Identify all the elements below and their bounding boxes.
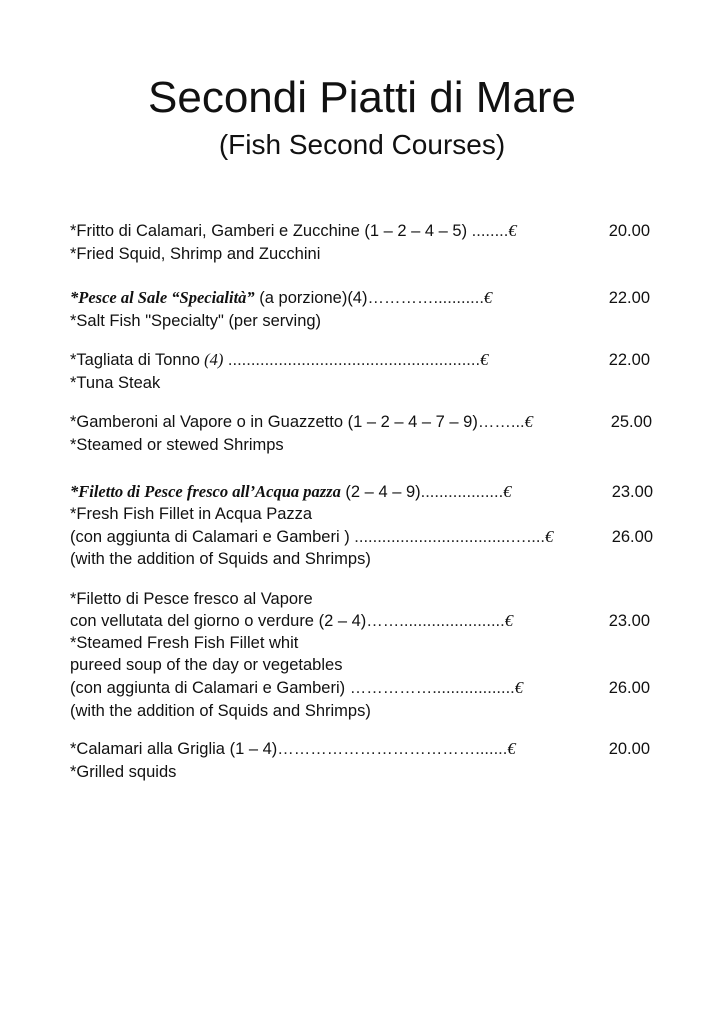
currency-symbol: € — [507, 739, 516, 758]
currency-symbol: € — [504, 611, 513, 630]
leader-dots: ..................................….... — [349, 528, 546, 546]
item-translation-cont: pureed soup of the day or vegetables — [70, 656, 343, 674]
currency-symbol: € — [514, 678, 523, 697]
menu-item-calamari-griglia — [70, 738, 516, 760]
currency-symbol: € — [503, 482, 512, 501]
leader-dots: .................. — [420, 483, 504, 501]
item-price: 22.00 — [608, 289, 650, 307]
menu-item-gamberoni — [70, 411, 533, 433]
currency-symbol: € — [480, 350, 489, 369]
menu-item-fritto — [70, 220, 517, 242]
leader-dots: ………………………………....... — [277, 740, 508, 758]
item-translation: *Fried Squid, Shrimp and Zucchini — [70, 245, 321, 263]
item-price: 23.00 — [611, 483, 653, 501]
addition-translation: (with the addition of Squids and Shrimps) — [70, 702, 371, 720]
currency-symbol: € — [545, 527, 554, 546]
item-allergens: (2 – 4 – 9) — [340, 483, 421, 501]
addition-translation: (with the addition of Squids and Shrimps) — [70, 550, 371, 568]
menu-item-filetto-vapore: *Filetto di Pesce fresco al Vapore — [70, 590, 313, 608]
leader-dots: ……....................... — [366, 612, 505, 630]
item-addition — [70, 677, 523, 699]
currency-symbol: € — [508, 221, 517, 240]
addition-price: 26.00 — [608, 679, 650, 697]
item-allergens: (1 – 4) — [224, 740, 278, 758]
addition-label: (con aggiunta di Calamari e Gamberi) — [70, 679, 346, 697]
leader-dots: ........ — [467, 222, 509, 240]
item-price: 20.00 — [608, 222, 650, 240]
item-allergens: (4) — [199, 350, 224, 369]
item-name-cont: con vellutata del giorno o verdure — [70, 612, 314, 630]
item-translation: *Fresh Fish Fillet in Acqua Pazza — [70, 505, 313, 523]
leader-dots: …………........... — [367, 289, 484, 307]
menu-item-pesce-al-sale — [70, 287, 492, 309]
currency-symbol: € — [524, 412, 533, 431]
item-price: 22.00 — [608, 351, 650, 369]
menu-item-filetto-vapore-line2 — [70, 610, 513, 632]
item-translation: *Tuna Steak — [70, 374, 161, 392]
item-name: *Filetto di Pesce fresco all’Acqua pazza — [70, 482, 341, 501]
item-translation: *Steamed or stewed Shrimps — [70, 436, 284, 454]
item-price: 25.00 — [610, 413, 652, 431]
item-name: *Calamari alla Griglia — [70, 740, 225, 758]
item-name: *Fritto di Calamari, Gamberi e Zucchine — [70, 222, 360, 240]
item-price: 23.00 — [608, 612, 650, 630]
item-allergens: (1 – 2 – 4 – 5) — [364, 222, 468, 240]
menu-item-acqua-pazza — [70, 481, 511, 503]
item-name: *Pesce al Sale “Specialità” — [70, 288, 255, 307]
leader-dots: ....................................................... — [223, 351, 481, 369]
item-translation: *Steamed Fresh Fish Fillet whit — [70, 634, 299, 652]
item-name: *Tagliata di Tonno — [70, 351, 200, 369]
item-translation: *Grilled squids — [70, 763, 177, 781]
menu-item-tagliata-tonno — [70, 349, 488, 371]
item-translation: *Salt Fish "Specialty" (per serving) — [70, 312, 322, 330]
item-name: *Gamberoni al Vapore o in Guazzetto — [70, 413, 344, 431]
item-allergens: (1 – 2 – 4 – 7 – 9) — [343, 413, 478, 431]
currency-symbol: € — [483, 288, 493, 307]
item-price: 20.00 — [608, 740, 650, 758]
page-title: Secondi Piatti di Mare — [148, 73, 576, 122]
addition-price: 26.00 — [611, 528, 653, 546]
addition-label: (con aggiunta di Calamari e Gamberi ) — [70, 528, 350, 546]
item-note: (a porzione)(4) — [254, 289, 368, 307]
leader-dots: ……... — [477, 413, 525, 431]
item-allergens: (2 – 4) — [314, 612, 367, 630]
leader-dots: …………….................. — [345, 679, 515, 697]
page-subtitle: (Fish Second Courses) — [218, 129, 506, 160]
item-addition — [70, 526, 553, 548]
